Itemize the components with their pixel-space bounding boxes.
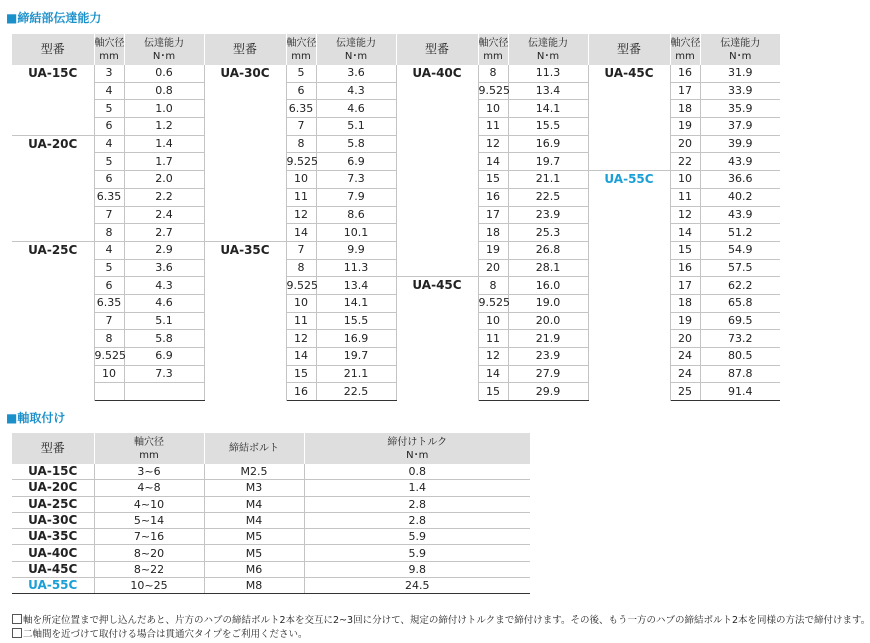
bore-cell: 8	[286, 135, 316, 153]
header-bore: 軸穴径 mm	[286, 34, 316, 65]
bore-cell: 15	[478, 171, 508, 189]
bore-cell: 9.525	[478, 294, 508, 312]
bore-cell: 16	[286, 383, 316, 401]
model-cell: UA-35C	[204, 241, 286, 400]
torque-cell: 4.6	[316, 100, 396, 118]
bore-cell: 14	[286, 224, 316, 242]
torque-cell: 36.6	[700, 171, 780, 189]
torque-cell: 51.2	[700, 224, 780, 242]
header-bore: 軸穴径 mm	[478, 34, 508, 65]
torque-cell: 0.8	[124, 82, 204, 100]
torque-cell: 21.9	[508, 330, 588, 348]
torque-cell: 7.3	[316, 171, 396, 189]
mount-bolt-cell: M4	[204, 496, 304, 512]
bore-cell: 8	[94, 330, 124, 348]
mount-bore-cell: 10~25	[94, 578, 204, 594]
torque-cell: 23.9	[508, 348, 588, 366]
torque-cell: 19.7	[508, 153, 588, 171]
model-cell: UA-40C	[396, 65, 478, 277]
mount-torque-cell: 5.9	[304, 545, 530, 561]
model-cell: UA-30C	[204, 65, 286, 241]
torque-cell: 0.6	[124, 65, 204, 82]
mount-header-bore: 軸穴径 mm	[94, 433, 204, 464]
mount-model-cell: UA-20C	[12, 480, 94, 496]
bore-cell: 9.525	[94, 348, 124, 366]
torque-cell: 2.0	[124, 171, 204, 189]
torque-cell: 28.1	[508, 259, 588, 277]
bore-cell: 5	[94, 100, 124, 118]
bore-cell: 6	[94, 171, 124, 189]
bore-cell: 17	[670, 82, 700, 100]
mount-bolt-cell: M6	[204, 561, 304, 577]
spec-section-title: ■締結部伝達能力	[6, 11, 102, 25]
torque-cell: 26.8	[508, 241, 588, 259]
model-cell: UA-55C	[588, 171, 670, 401]
header-bore: 軸穴径 mm	[94, 34, 124, 65]
mount-row	[12, 529, 530, 545]
mount-row	[12, 578, 530, 594]
bore-cell: 15	[670, 241, 700, 259]
mount-row	[12, 480, 530, 496]
mount-row	[12, 512, 530, 528]
bore-cell: 10	[478, 100, 508, 118]
torque-cell: 54.9	[700, 241, 780, 259]
torque-cell: 6.9	[316, 153, 396, 171]
mount-torque-cell: 24.5	[304, 578, 530, 594]
torque-cell: 91.4	[700, 383, 780, 401]
torque-cell: 23.9	[508, 206, 588, 224]
torque-cell: 21.1	[316, 365, 396, 383]
header-model: 型番	[204, 34, 286, 65]
bore-cell: 19	[478, 241, 508, 259]
bore-cell: 22	[670, 153, 700, 171]
bore-cell: 14	[478, 153, 508, 171]
torque-cell: 62.2	[700, 277, 780, 295]
bore-cell: 8	[286, 259, 316, 277]
bore-cell: 12	[286, 206, 316, 224]
torque-cell: 6.9	[124, 348, 204, 366]
torque-cell: 14.1	[508, 100, 588, 118]
bore-cell: 6.35	[286, 100, 316, 118]
torque-cell: 5.8	[124, 330, 204, 348]
header-torque: 伝達能力 N･m	[700, 34, 780, 65]
mount-torque-cell: 2.8	[304, 496, 530, 512]
model-cell: UA-15C	[12, 65, 94, 135]
mount-bolt-cell: M5	[204, 545, 304, 561]
torque-cell: 19.7	[316, 348, 396, 366]
bore-cell: 11	[478, 118, 508, 136]
torque-cell: 5.1	[316, 118, 396, 136]
torque-cell: 73.2	[700, 330, 780, 348]
bore-cell: 16	[670, 65, 700, 82]
mount-bolt-cell: M3	[204, 480, 304, 496]
torque-cell: 20.0	[508, 312, 588, 330]
bore-cell: 9.525	[286, 277, 316, 295]
bore-cell: 3	[94, 65, 124, 82]
torque-cell: 33.9	[700, 82, 780, 100]
torque-cell: 13.4	[316, 277, 396, 295]
torque-cell: 1.4	[124, 135, 204, 153]
bore-cell: 12	[478, 348, 508, 366]
torque-cell: 2.4	[124, 206, 204, 224]
mount-row	[12, 464, 530, 480]
checkbox-square-icon	[12, 628, 22, 638]
bore-cell: 17	[478, 206, 508, 224]
mount-bore-cell: 5~14	[94, 512, 204, 528]
torque-cell: 7.9	[316, 188, 396, 206]
bore-cell: 5	[94, 153, 124, 171]
torque-cell: 1.0	[124, 100, 204, 118]
bore-cell: 15	[286, 365, 316, 383]
torque-cell: 21.1	[508, 171, 588, 189]
torque-cell: 16.9	[316, 330, 396, 348]
mount-bolt-cell: M8	[204, 578, 304, 594]
bore-cell: 10	[286, 171, 316, 189]
torque-cell: 4.3	[124, 277, 204, 295]
bore-cell: 14	[478, 365, 508, 383]
torque-cell: 5.8	[316, 135, 396, 153]
bore-cell: 9.525	[478, 82, 508, 100]
bore-cell: 24	[670, 348, 700, 366]
bore-cell: 6	[94, 277, 124, 295]
shaft-mounting-table	[12, 433, 530, 594]
mount-model-cell: UA-55C	[12, 578, 94, 594]
bore-cell: 10	[478, 312, 508, 330]
header-torque: 伝達能力 N･m	[508, 34, 588, 65]
mount-model-cell: UA-45C	[12, 561, 94, 577]
torque-cell: 37.9	[700, 118, 780, 136]
torque-cell: 31.9	[700, 65, 780, 82]
header-bore: 軸穴径 mm	[670, 34, 700, 65]
torque-cell: 19.0	[508, 294, 588, 312]
model-cell: UA-45C	[396, 277, 478, 401]
bore-cell: 9.525	[286, 153, 316, 171]
model-cell: UA-20C	[12, 135, 94, 241]
mount-bore-cell: 4~10	[94, 496, 204, 512]
bore-cell: 14	[670, 224, 700, 242]
bore-cell: 8	[478, 277, 508, 295]
bore-cell: 20	[670, 135, 700, 153]
mount-model-cell: UA-30C	[12, 512, 94, 528]
torque-cell: 35.9	[700, 100, 780, 118]
bore-cell: 19	[670, 118, 700, 136]
torque-cell: 7.3	[124, 365, 204, 383]
mount-torque-cell: 5.9	[304, 529, 530, 545]
torque-cell: 87.8	[700, 365, 780, 383]
torque-cell: 15.5	[316, 312, 396, 330]
bore-cell: 14	[286, 348, 316, 366]
bore-cell: 16	[478, 188, 508, 206]
bore-cell: 11	[286, 188, 316, 206]
torque-cell: 22.5	[508, 188, 588, 206]
mount-bore-cell: 7~16	[94, 529, 204, 545]
torque-cell: 27.9	[508, 365, 588, 383]
bore-cell: 7	[94, 206, 124, 224]
header-model: 型番	[12, 34, 94, 65]
torque-cell: 4.6	[124, 294, 204, 312]
torque-cell: 10.1	[316, 224, 396, 242]
mount-bore-cell: 4~8	[94, 480, 204, 496]
torque-cell: 9.9	[316, 241, 396, 259]
torque-cell: 29.9	[508, 383, 588, 401]
bore-cell: 15	[478, 383, 508, 401]
bore-cell: 16	[670, 259, 700, 277]
note-1: 軸を所定位置まで押し込んだあと、片方のハブの締結ボルト2本を交互に2~3回に分けて、規定の締付けトルクまで締付けます。その後、もう一方のハブの締結ボルト2本を同様の方法で締付けます。	[12, 612, 870, 626]
torque-cell: 5.1	[124, 312, 204, 330]
torque-cell: 11.3	[316, 259, 396, 277]
torque-cell: 13.4	[508, 82, 588, 100]
mount-model-cell: UA-40C	[12, 545, 94, 561]
bore-cell: 7	[286, 241, 316, 259]
mount-torque-cell: 1.4	[304, 480, 530, 496]
bore-cell: 11	[670, 188, 700, 206]
mount-torque-cell: 9.8	[304, 561, 530, 577]
mount-torque-cell: 0.8	[304, 464, 530, 480]
bore-cell: 5	[286, 65, 316, 82]
bore-cell: 4	[94, 82, 124, 100]
torque-cell: 3.6	[316, 65, 396, 82]
mount-header-torque: 締付けトルク N･m	[304, 433, 530, 464]
bore-cell: 20	[670, 330, 700, 348]
torque-cell: 1.7	[124, 153, 204, 171]
bore-cell: 4	[94, 241, 124, 259]
mount-bore-cell: 8~20	[94, 545, 204, 561]
mount-bolt-cell: M4	[204, 512, 304, 528]
bore-cell: 8	[478, 65, 508, 82]
torque-cell: 43.9	[700, 153, 780, 171]
transmission-capacity-table	[12, 34, 780, 401]
bore-cell: 18	[670, 294, 700, 312]
mount-bolt-cell: M2.5	[204, 464, 304, 480]
bore-cell: 24	[670, 365, 700, 383]
bore-cell: 18	[670, 100, 700, 118]
header-model: 型番	[588, 34, 670, 65]
bore-cell: 10	[670, 171, 700, 189]
mount-bolt-cell: M5	[204, 529, 304, 545]
torque-cell: 15.5	[508, 118, 588, 136]
empty-cell	[124, 383, 204, 401]
bore-cell: 5	[94, 259, 124, 277]
torque-cell: 80.5	[700, 348, 780, 366]
mount-torque-cell: 2.8	[304, 512, 530, 528]
torque-cell: 39.9	[700, 135, 780, 153]
bore-cell: 6.35	[94, 188, 124, 206]
bore-cell: 6	[94, 118, 124, 136]
torque-cell: 69.5	[700, 312, 780, 330]
bore-cell: 10	[94, 365, 124, 383]
torque-cell: 2.2	[124, 188, 204, 206]
bore-cell: 20	[478, 259, 508, 277]
torque-cell: 65.8	[700, 294, 780, 312]
bore-cell: 17	[670, 277, 700, 295]
model-cell: UA-45C	[588, 65, 670, 171]
bore-cell: 8	[94, 224, 124, 242]
torque-cell: 11.3	[508, 65, 588, 82]
bore-cell: 7	[94, 312, 124, 330]
torque-cell: 2.7	[124, 224, 204, 242]
mount-header-bolt: 締結ボルト	[204, 433, 304, 464]
torque-cell: 14.1	[316, 294, 396, 312]
torque-cell: 4.3	[316, 82, 396, 100]
mount-bore-cell: 3~6	[94, 464, 204, 480]
torque-cell: 1.2	[124, 118, 204, 136]
bore-cell: 11	[478, 330, 508, 348]
empty-cell	[94, 383, 124, 401]
mount-row	[12, 545, 530, 561]
mount-bore-cell: 8~22	[94, 561, 204, 577]
bore-cell: 18	[478, 224, 508, 242]
mount-row	[12, 561, 530, 577]
header-model: 型番	[396, 34, 478, 65]
spec-row	[12, 65, 780, 82]
bore-cell: 7	[286, 118, 316, 136]
bore-cell: 11	[286, 312, 316, 330]
mount-header-model: 型番	[12, 433, 94, 464]
checkbox-square-icon	[12, 614, 22, 624]
torque-cell: 16.9	[508, 135, 588, 153]
bore-cell: 12	[670, 206, 700, 224]
torque-cell: 2.9	[124, 241, 204, 259]
bore-cell: 25	[670, 383, 700, 401]
bore-cell: 19	[670, 312, 700, 330]
bore-cell: 10	[286, 294, 316, 312]
torque-cell: 22.5	[316, 383, 396, 401]
torque-cell: 16.0	[508, 277, 588, 295]
bore-cell: 4	[94, 135, 124, 153]
bore-cell: 6	[286, 82, 316, 100]
bore-cell: 12	[478, 135, 508, 153]
torque-cell: 25.3	[508, 224, 588, 242]
bore-cell: 6.35	[94, 294, 124, 312]
torque-cell: 8.6	[316, 206, 396, 224]
torque-cell: 43.9	[700, 206, 780, 224]
model-cell: UA-25C	[12, 241, 94, 400]
mount-model-cell: UA-15C	[12, 464, 94, 480]
mount-model-cell: UA-25C	[12, 496, 94, 512]
mount-model-cell: UA-35C	[12, 529, 94, 545]
header-torque: 伝達能力 N･m	[124, 34, 204, 65]
torque-cell: 3.6	[124, 259, 204, 277]
bore-cell: 12	[286, 330, 316, 348]
mount-section-title: ■軸取付け	[6, 411, 66, 425]
note-2: 二軸間を近づけて取付ける場合は貫通穴タイプをご利用ください。	[12, 626, 308, 640]
header-torque: 伝達能力 N･m	[316, 34, 396, 65]
torque-cell: 40.2	[700, 188, 780, 206]
mount-row	[12, 496, 530, 512]
torque-cell: 57.5	[700, 259, 780, 277]
